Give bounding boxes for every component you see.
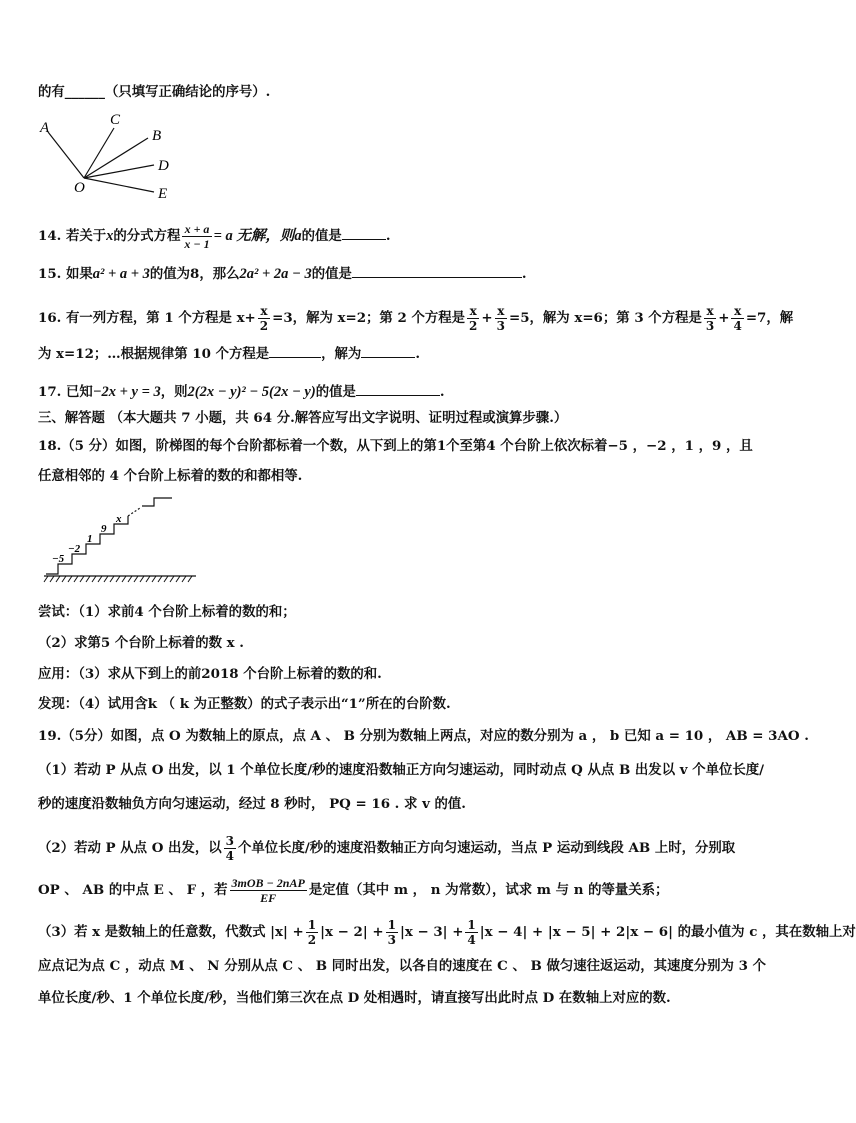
label-C: C [110,112,121,128]
q18-part2: （2）求第5 个台阶上标着的数 x . [38,635,244,651]
question-14: 14. 若关于x的分式方程 $\frac{x + a}{x - 1}$ = a 无解，则a的值是 . [38,222,391,251]
question-19-line5: OP 、 AB 的中点 E 、 F ，若 $\frac{\text{3mOB − 2nAP}}{EF}$ 是定值（其中 m ， n 为常数），试求 m 与 n 的等量关系； [38,876,669,905]
label-E: E [158,186,168,202]
q18-part1: 尝试：（1）求前4 个台阶上标着的数的和； [38,604,296,620]
question-16-line2: 为 x=12；…根据规律第 10 个方程是 ，解为 . [38,342,420,364]
question-19-line3: 秒的速度沿数轴负方向匀速运动，经过 8 秒时， PQ = 16 . 求 v 的值. [38,796,466,812]
staircase-figure [40,494,200,584]
step-label-1: −5 [52,553,65,565]
step-label-5: x [116,513,122,525]
question-19-line7: 应点记为点 C ，动点 M 、 N 分别从点 C 、 B 同时出发，以各自的速度在 C 、 B 做匀速往返运动，其速度分别为 3 个 [38,958,766,974]
question-19-line6: （3）若 x 是数轴上的任意数，代数式 |x| + $\frac{1}{2}$ |x − 2| + $\frac{1}{3}$ |x − 3| + $\frac{1}{4}$ |x − 4| + |x − 5| + 2|x − 6| 的最小值为 c ，其在数轴上对 [38,918,856,947]
section-3-heading: 三、解答题 （本大题共 7 小题，共 64 分.解答应写出文字说明、证明过程或演算步骤.） [38,410,568,426]
step-label-2: −2 [68,543,81,555]
question-19-line4: （2）若动 P 从点 O 出发，以 $\frac{3}{4}$ 个单位长度/秒的速度沿数轴正方向匀速运动，当点 P 运动到线段 AB 上时，分别取 [38,834,736,863]
fraction: $\frac{x + a}{x - 1}$ [184,222,210,251]
question-18-line1: 18.（5 分）如图，阶梯图的每个台阶都标着一个数，从下到上的第1个至第4 个台阶上依次标着−5 ，−2 ，1 ，9 ，且 [38,438,753,454]
label-B: B [152,128,162,144]
question-19-line8: 单位长度/秒、1 个单位长度/秒，当他们第三次在点 D 处相遇时，请直接写出此时点 D 在数轴上对应的数. [38,990,671,1006]
rays-figure [36,110,186,202]
label-O: O [74,180,85,196]
step-label-3: 1 [87,533,93,545]
question-15: 15. 如果a² + a + 3的值为8，那么2a² + 2a − 3的值是 . [38,262,527,284]
question-19-line1: 19.（5分）如图，点 O 为数轴上的原点，点 A 、 B 分别为数轴上两点，对应的数分别为 a ， b 已知 a = 10 ， AB = 3AO . [38,728,809,744]
q13-tail: 的有______（只填写正确结论的序号）. [38,84,271,100]
label-D: D [158,158,169,174]
question-17: 17. 已知−2x + y = 3，则2(2x − y)² − 5(2x − y)的值是 . [38,380,445,402]
question-16: 16. 有一列方程，第 1 个方程是 x+ $\frac{x}{2}$ =3，解为 x=2；第 2 个方程是 $\frac{x}{2}$ + $\frac{x}{3}$ =5，解为 x=6；第 3 个方程是 $\frac{x}{3}$ + $\frac{x}{4}$ =7，解 [38,304,794,333]
q18-part3: 应用：（3）求从下到上的前2018 个台阶上标着的数的和. [38,666,382,682]
label-A: A [40,120,50,136]
question-19-line2: （1）若动 P 从点 O 出发，以 1 个单位长度/秒的速度沿数轴正方向匀速运动，同时动点 Q 从点 B 出发以 v 个单位长度/ [38,762,765,778]
step-label-4: 9 [101,523,107,535]
question-18-line2: 任意相邻的 4 个台阶上标着的数的和都相等. [38,468,303,484]
q18-part4: 发现：（4）试用含k （ k 为正整数）的式子表示出“1”所在的台阶数. [38,696,451,712]
